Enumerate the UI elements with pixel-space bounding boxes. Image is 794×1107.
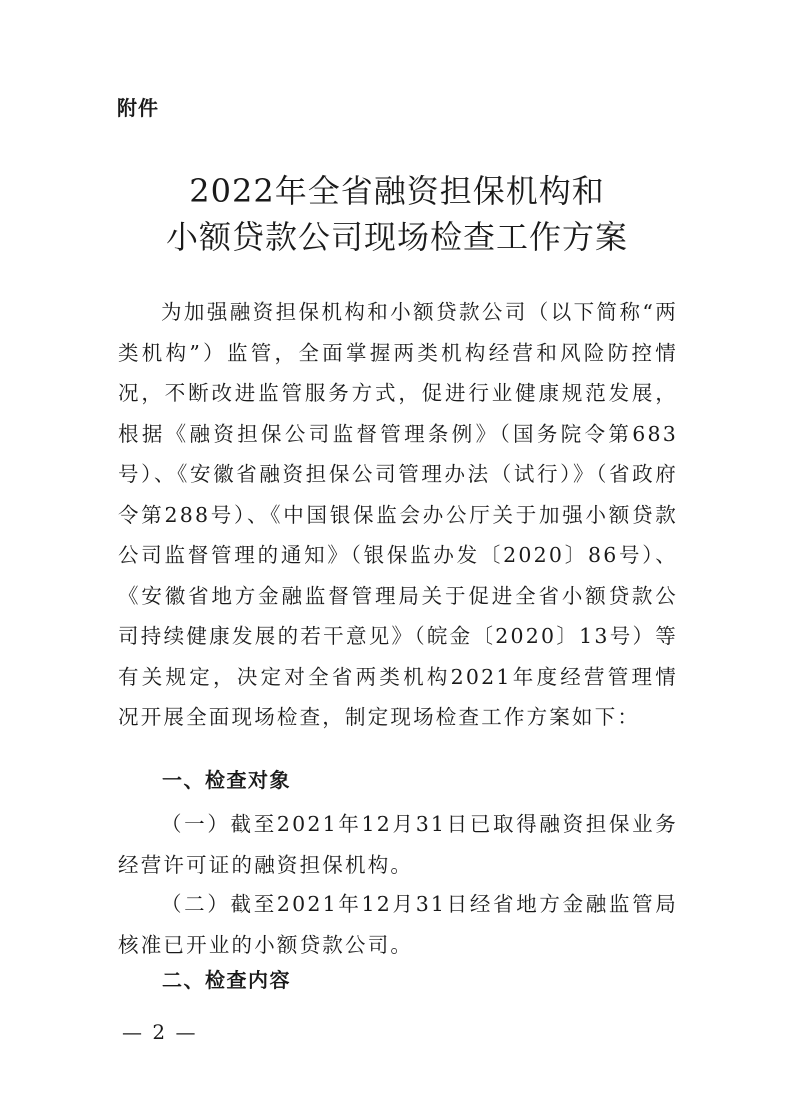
section-heading-inspection-targets: 一、检查对象 bbox=[162, 768, 291, 792]
attachment-label: 附件 bbox=[117, 96, 159, 120]
inspection-target-item-1: （一）截至2021年12月31日已取得融资担保业务经营许可证的融资担保机构。 bbox=[118, 812, 678, 877]
section-heading-inspection-content: 二、检查内容 bbox=[162, 968, 291, 992]
document-title-line-2: 小额贷款公司现场检查工作方案 bbox=[165, 218, 628, 256]
inspection-target-item-2: （二）截至2021年12月31日经省地方金融监管局核准已开业的小额贷款公司。 bbox=[118, 892, 678, 957]
page-number: — 2 — bbox=[122, 1020, 198, 1044]
intro-paragraph: 为加强融资担保机构和小额贷款公司（以下简称“两类机构”）监管，全面掌握两类机构经营和风险防控情况，不断改进监管服务方式，促进行业健康规范发展，根据《融资担保公司监督管理条例》（国务院令第683号）、《安徽省融资担保公司管理办法（试行）》（省政府令第288号）、《中国银保监会办公厅关于加强小额贷款公司监督管理的通知》（银保监办发〔2020〕86号）、《安徽省地方金融监督管理局关于促进全省小额贷款公司持续健康发展的若干意见》（皖金〔2020〕13号）等有关规定，决定对全省两类机构2021年度经营管理情况开展全面现场检查，制定现场检查工作方案如下： bbox=[118, 300, 678, 729]
document-title-line-1: 2022年全省融资担保机构和 bbox=[189, 172, 605, 210]
